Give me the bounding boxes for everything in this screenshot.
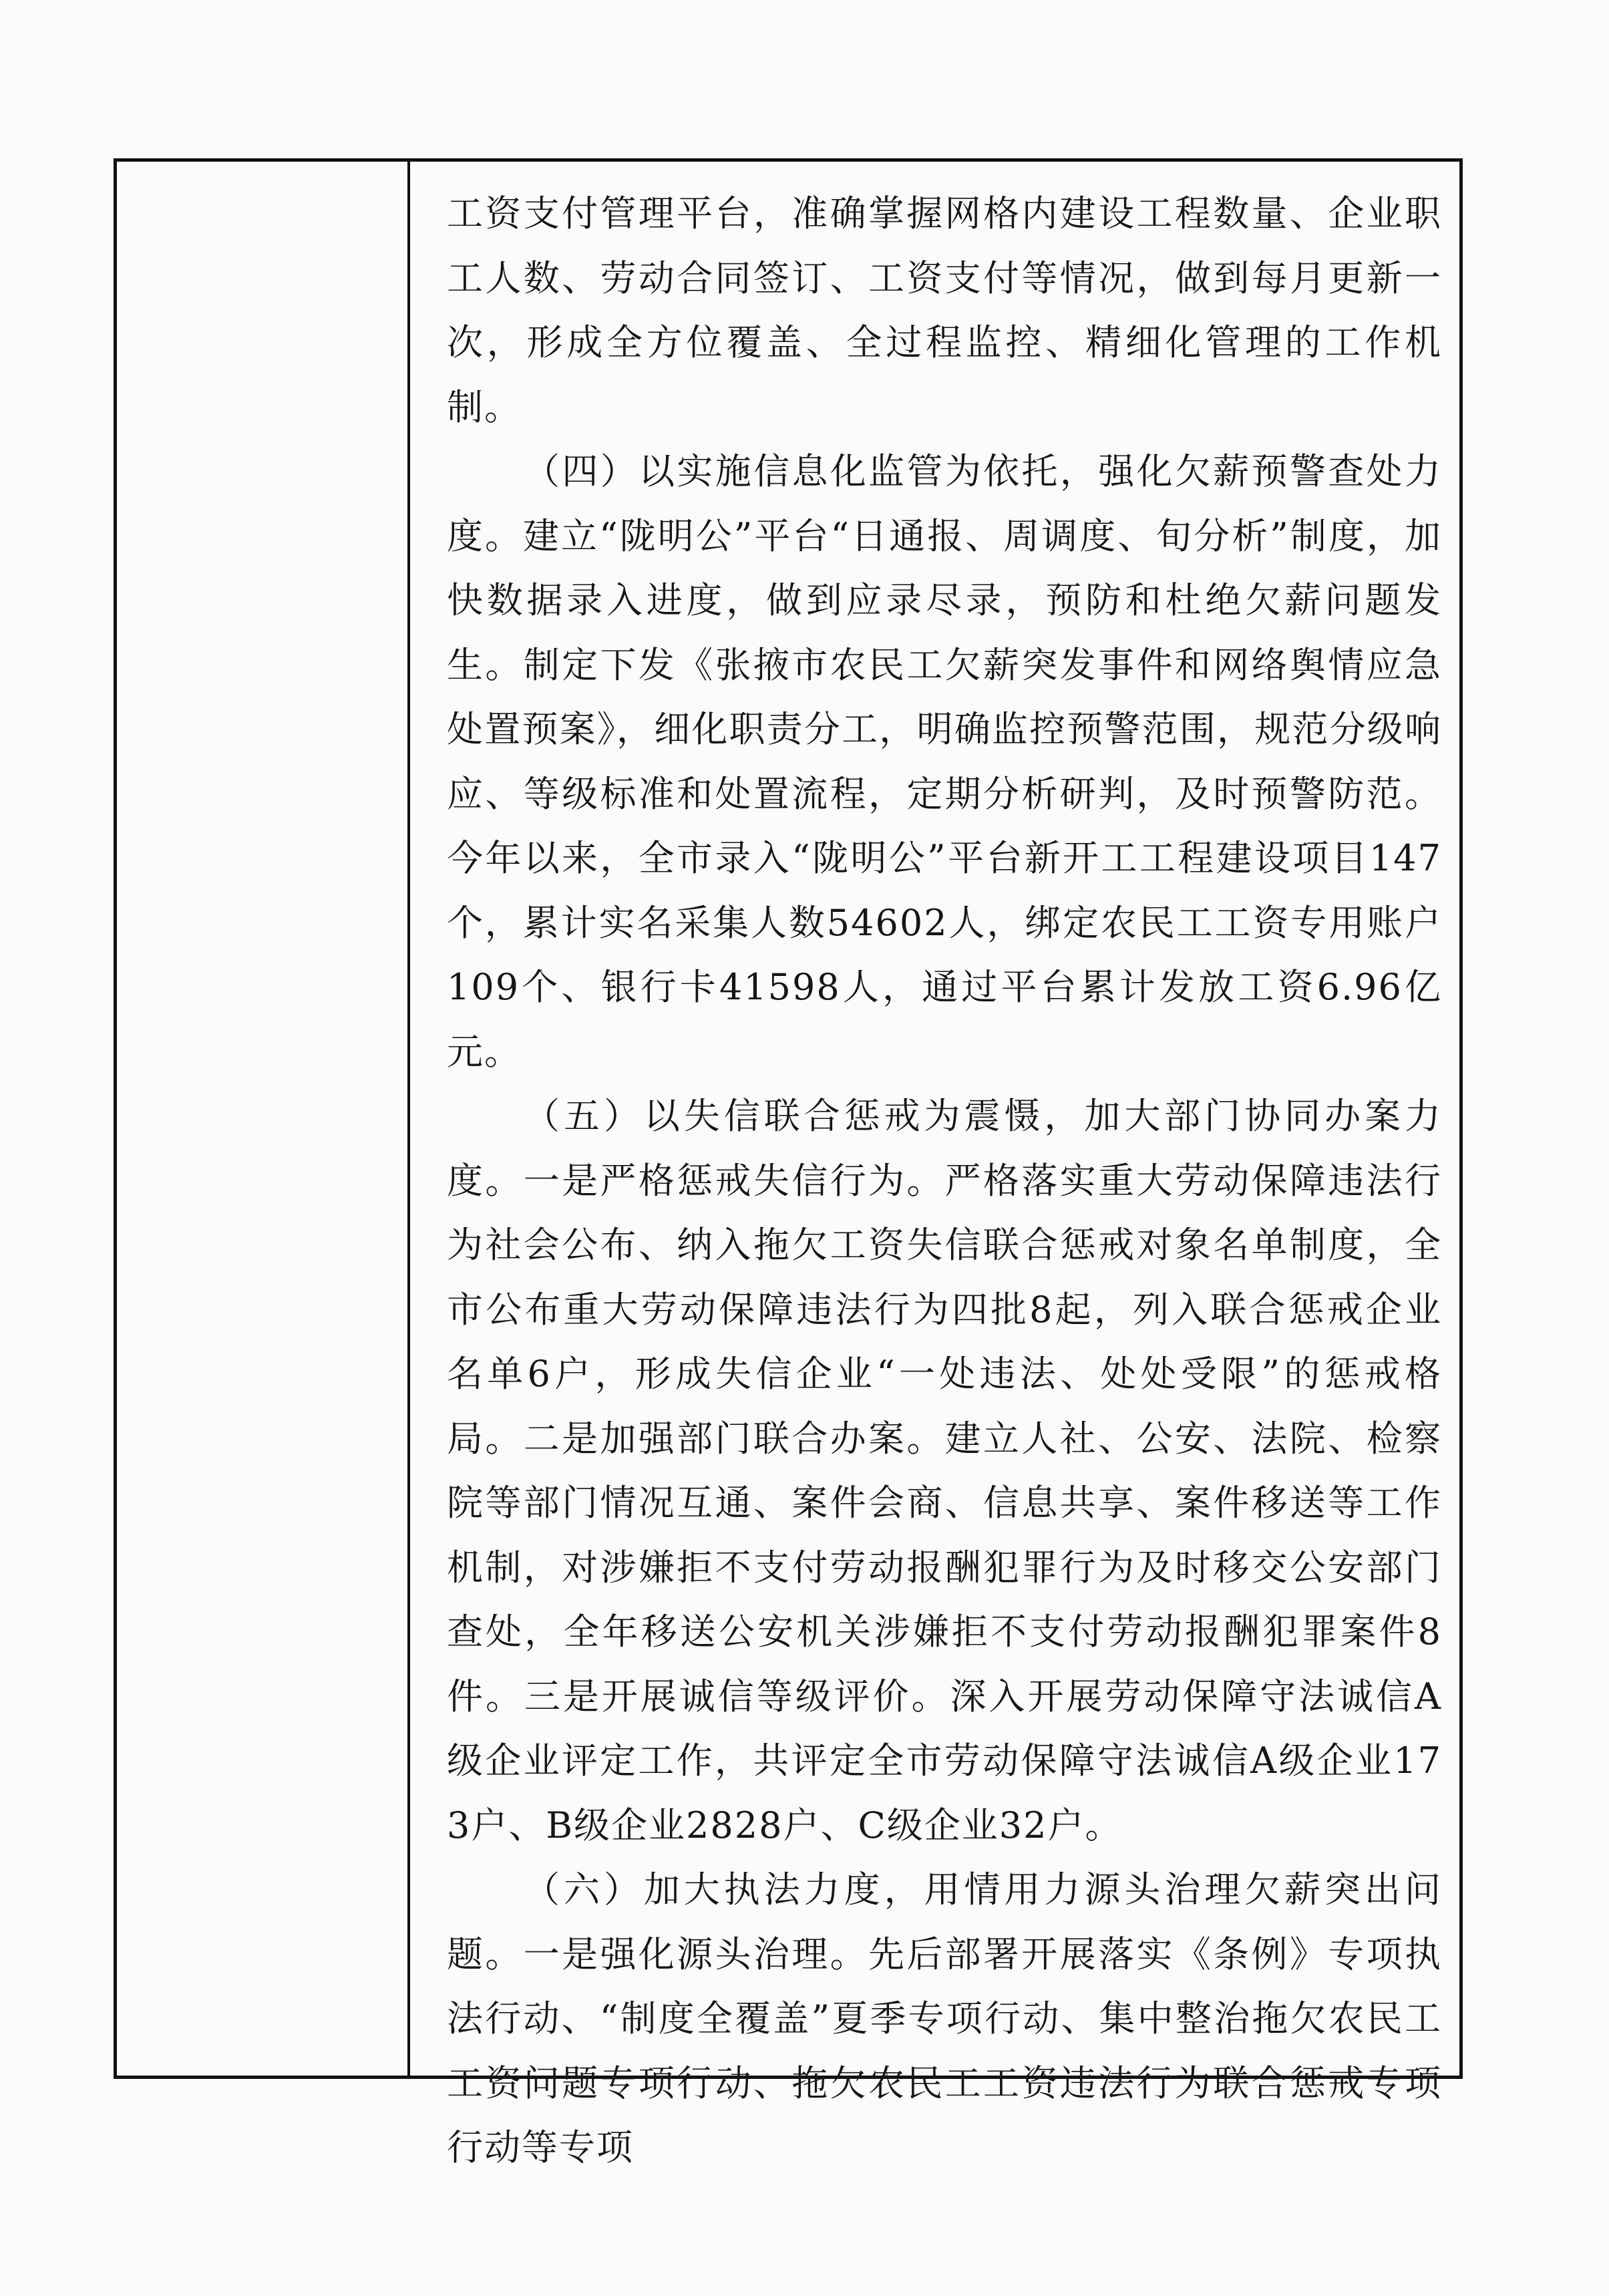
- form-table: [114, 158, 1463, 2168]
- paragraph-3: （五）以失信联合惩戒为震慑，加大部门协同办案力度。一是严格惩戒失信行为。严格落实重大劳动保障违法行为社会公布、纳入拖欠工资失信联合惩戒对象名单制度，全市公布重大劳动保障违法行为四批8起，列入联合惩戒企业名单6户，形成失信企业“一处违法、处处受限”的惩戒格局。二是加强部门联合办案。建立人社、公安、法院、检察院等部门情况互通、案件会商、信息共享、案件移送等工作机制，对涉嫌拒不支付劳动报酬犯罪行为及时移交公安部门查处，全年移送公安机关涉嫌拒不支付劳动报酬犯罪案件8件。三是开展诚信等级评价。深入开展劳动保障守法诚信A级企业评定工作，共评定全市劳动保障守法诚信A级企业173户、B级企业2828户、C级企业32户。: [447, 1095, 1442, 1846]
- paragraph-2: （四）以实施信息化监管为依托，强化欠薪预警查处力度。建立“陇明公”平台“日通报、周调度、旬分析”制度，加快数据录入进度，做到应录尽录，预防和杜绝欠薪问题发生。制定下发《张掖市农民工欠薪突发事件和网络舆情应急处置预案》，细化职责分工，明确监控预警范围，规范分级响应、等级标准和处置流程，定期分析研判，及时预警防范。今年以来，全市录入“陇明公”平台新开工工程建设项目147个，累计实名采集人数54602人，绑定农民工工资专用账户109个、银行卡41598人，通过平台累计发放工资6.96亿元。: [447, 450, 1442, 1073]
- table-content-cell: [410, 162, 1459, 2168]
- table-left-cell: [117, 162, 407, 2076]
- paragraph-4: （六）加大执法力度，用情用力源头治理欠薪突出问题。一是强化源头治理。先后部署开展落实《条例》专项执法行动、“制度全覆盖”夏季专项行动、集中整治拖欠农民工工资问题专项行动、拖欠农民工工资违法行为联合惩戒专项行动等专项: [447, 1868, 1442, 2168]
- paragraph-1: 工资支付管理平台，准确掌握网格内建设工程数量、企业职工人数、劳动合同签订、工资支付等情况，做到每月更新一次，形成全方位覆盖、全过程监控、精细化管理的工作机制。: [447, 192, 1442, 428]
